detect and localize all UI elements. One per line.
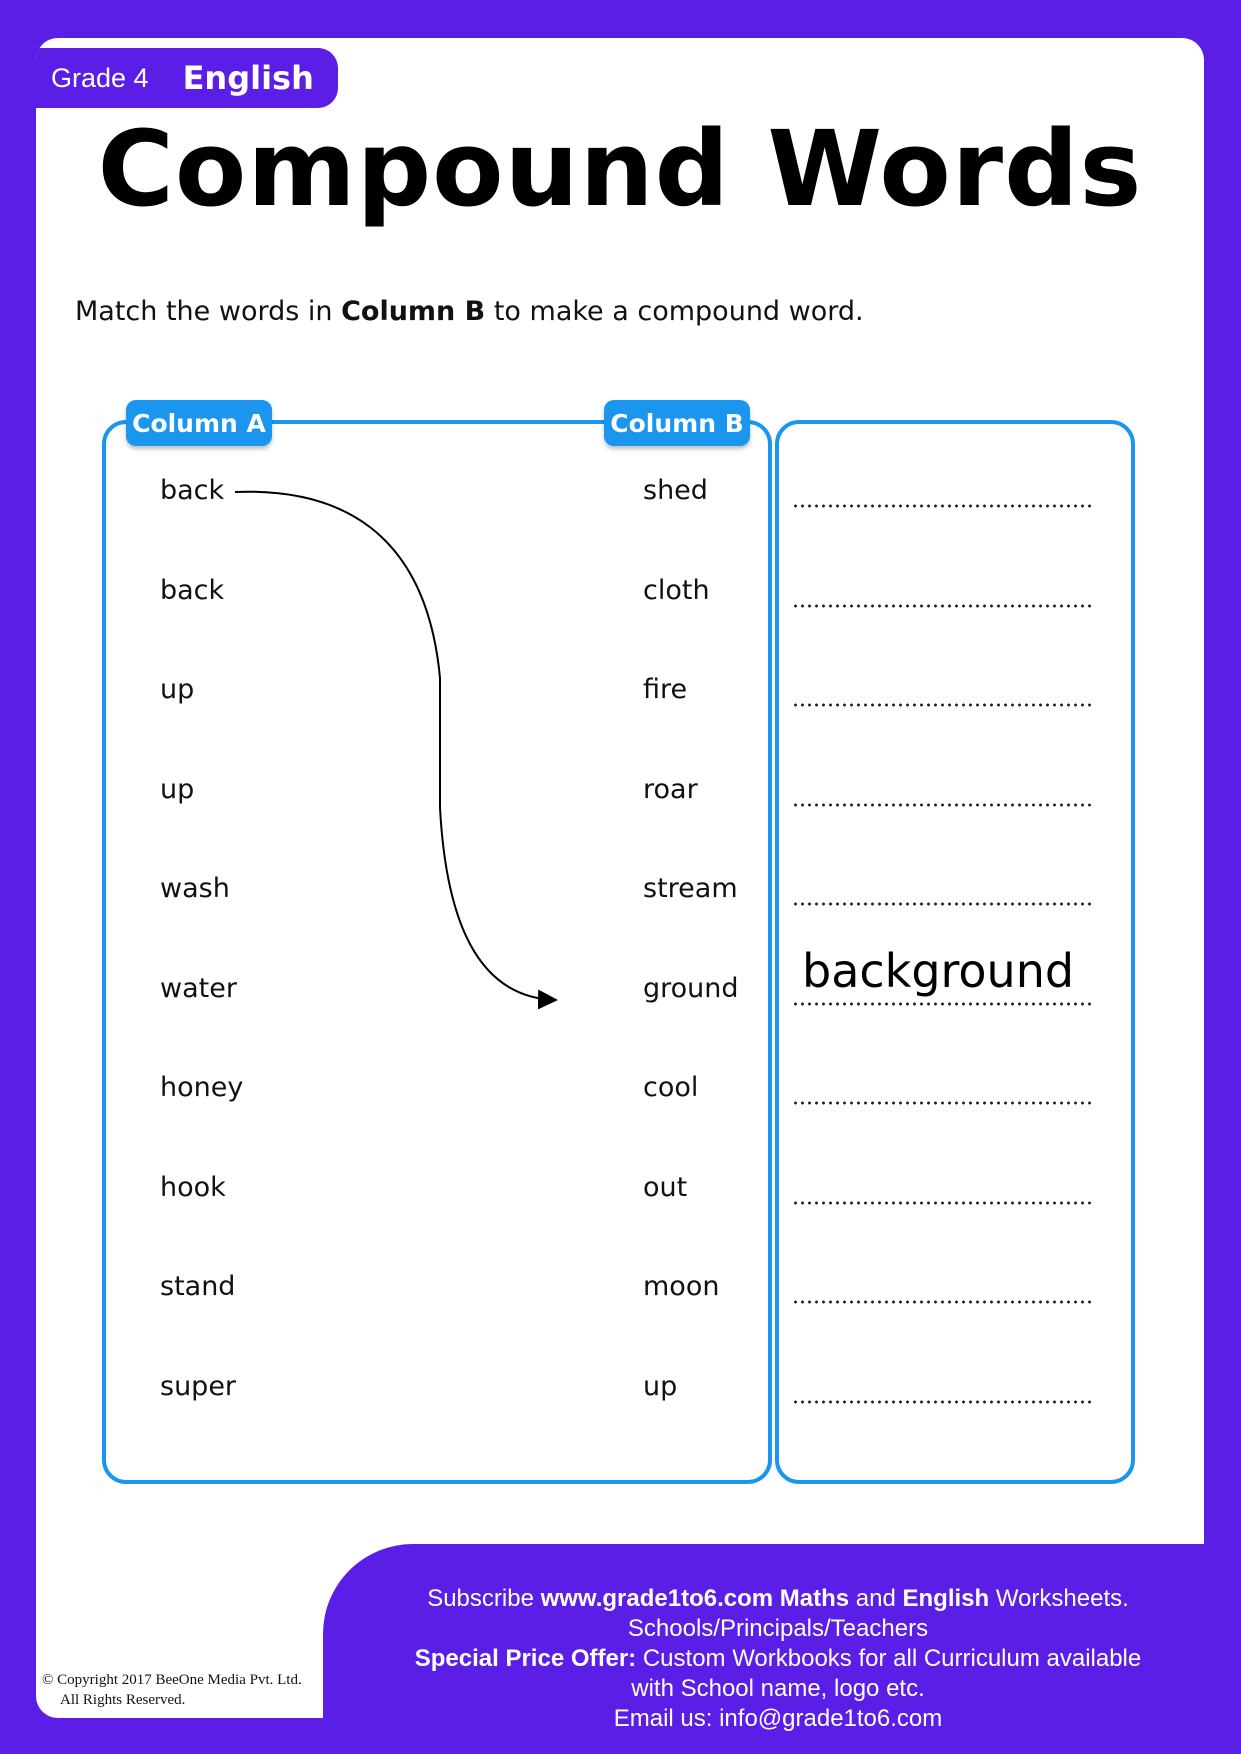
column-b-word: cool (643, 1072, 699, 1103)
column-a-word: hook (160, 1171, 226, 1203)
column-a-word: back (160, 574, 225, 606)
footer-email[interactable]: Email us: info@grade1to6.com (613, 1705, 943, 1732)
footer-website[interactable]: www.grade1to6.com Maths (540, 1585, 850, 1612)
column-b-word: fire (643, 674, 688, 705)
instruction-text (75, 296, 864, 327)
column-a-word: stand (160, 1271, 236, 1302)
column-a-label: Column A (126, 400, 272, 446)
answer-line[interactable] (792, 1002, 1092, 1006)
answer-line[interactable] (792, 1400, 1092, 1404)
answer-line[interactable] (792, 703, 1092, 707)
answer-line[interactable] (792, 1101, 1092, 1105)
instruction-bold: Column B (341, 296, 486, 327)
answer-line[interactable] (792, 504, 1092, 508)
footer-line-1 (358, 1584, 1198, 1614)
footer-line-2: Schools/Principals/Teachers (627, 1615, 929, 1642)
column-b-word: ground (643, 972, 739, 1004)
footer-english: English (902, 1585, 990, 1612)
worksheet-page (36, 38, 1204, 1718)
footer-subscribe: Subscribe (427, 1585, 541, 1612)
column-b-label: Column B (604, 400, 750, 446)
copyright-line-1: © Copyright 2017 BeeOne Media Pvt. Ltd. (42, 1672, 302, 1688)
example-answer[interactable]: background (802, 944, 1075, 998)
answer-line[interactable] (792, 604, 1092, 608)
column-a-word: back (160, 475, 225, 506)
column-b-word: cloth (643, 574, 710, 606)
column-b-word: up (643, 1370, 678, 1402)
subject-label: English (182, 59, 314, 97)
column-b-word: moon (643, 1271, 720, 1302)
column-a-word: up (160, 674, 195, 705)
answer-line[interactable] (792, 803, 1092, 807)
grade-tab (36, 48, 338, 108)
column-b-word: stream (643, 873, 738, 904)
page-title: Compound Words (97, 108, 1143, 230)
column-b-word: shed (643, 475, 708, 506)
column-a-word: up (160, 773, 195, 805)
footer-text (358, 1584, 1198, 1734)
answer-line[interactable] (792, 902, 1092, 906)
column-b-word: out (643, 1171, 688, 1203)
instruction-before: Match the words in (75, 296, 342, 327)
footer-offer-text: Custom Workbooks for all Curriculum available (636, 1645, 1142, 1672)
footer-and: and (849, 1585, 903, 1612)
column-a-word: honey (160, 1072, 244, 1103)
column-a-word: super (160, 1370, 237, 1402)
column-a-word: water (160, 972, 237, 1004)
footer-line-3 (358, 1644, 1198, 1674)
footer-offer-label: Special Price Offer: (414, 1645, 637, 1672)
footer-worksheets: Worksheets. (989, 1585, 1129, 1612)
grade-label: Grade 4 (51, 62, 149, 93)
answer-line[interactable] (792, 1201, 1092, 1205)
answer-line[interactable] (792, 1300, 1092, 1304)
instruction-after: to make a compound word. (485, 296, 864, 327)
copyright-line-2: All Rights Reserved. (60, 1692, 186, 1708)
copyright-notice (42, 1670, 302, 1710)
column-a-word: wash (160, 873, 230, 904)
column-b-word: roar (643, 773, 698, 805)
footer-line-4: with School name, logo etc. (631, 1675, 925, 1702)
